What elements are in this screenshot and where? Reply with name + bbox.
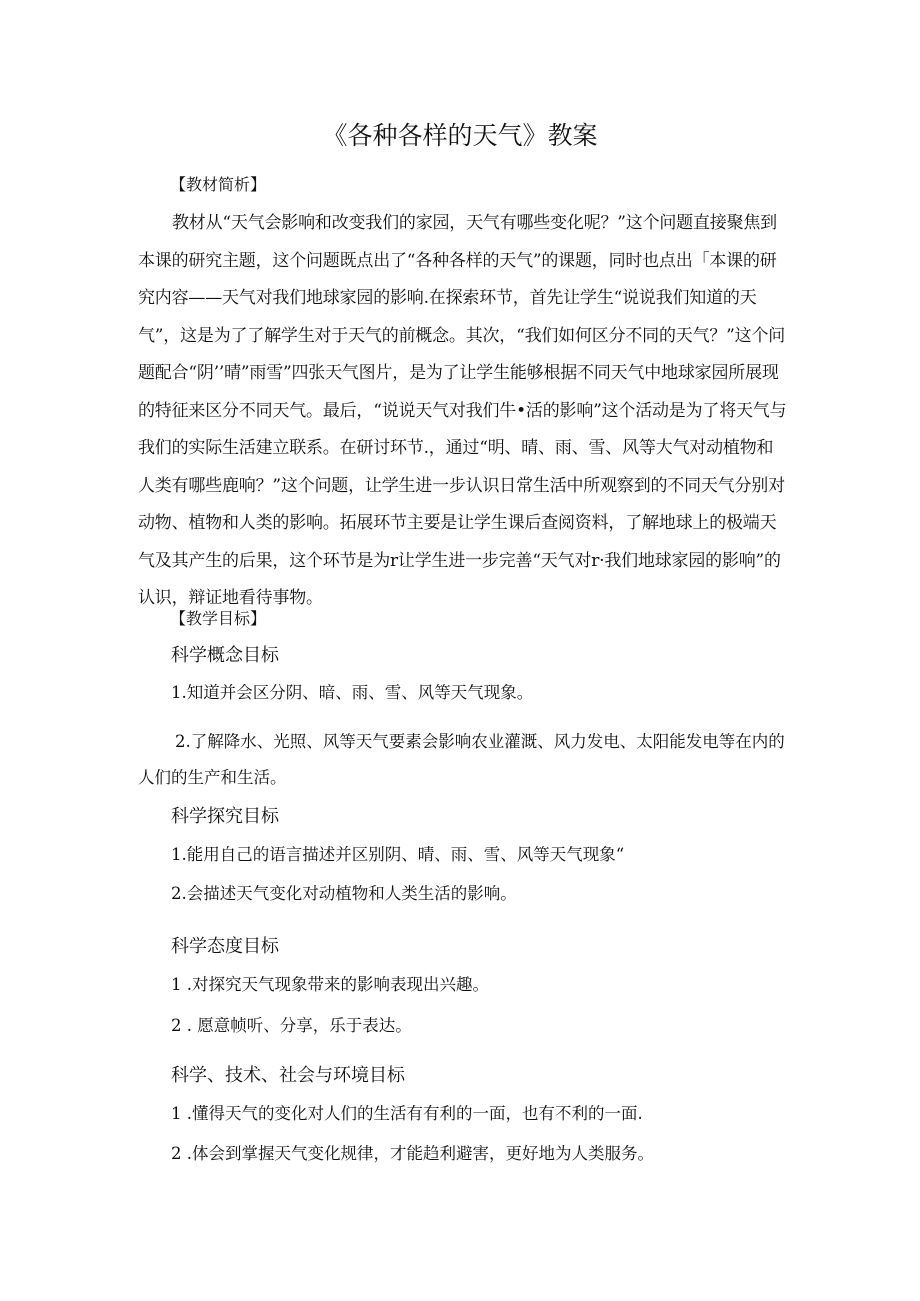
stse-goal-item-2: 2 .体会到掌握天气变化规律，才能趋利避害，更好地为人类服务。	[171, 1144, 654, 1163]
concept-goal-item-1: 1.知道并会区分阴、暗、雨、雪、风等天气现象。	[171, 683, 534, 702]
textbook-analysis-paragraph: 教材从“天气会影响和改变我们的家园，天气有哪些变化呢？”这个问题直接聚焦到本课的研究主题，这个问题既点出了“各种各样的天气”的课题，同时也点出「本课的研究内容——天气对我们地球家园的影响.在探索环节，首先让学生“说说我们知道的天气”，这是为了了解学生对于天气的前概念。其次，“我们如何区分不同的天气？”这个问题配合“阴’’晴”雨雪”四张天气图片，是为了让学生能够根据不同天气中地球家园所展现的特征来区分不同天气。最后，“说说天气对我们牛•活的影响”这个活动是为了将天气与我们的实际生活建立联系。在研讨环节.，通过“明、晴、雨、雪、风等大气对动植物和人类有哪些鹿响？”这个问题，让学生进一步认识日常生活中所观察到的不同天气分别对动物、植物和人类的影响。拓展环节主要是让学生课后查阅资料，了解地球上的极端天气及其产生的后果，这个环节是为r让学生进一步完善“天气对r·我们地球家园的影响”的认识，辩证地看待事物。	[138, 213, 787, 608]
document-title: 《各种各样的天气》教案	[322, 121, 598, 150]
concept-goal-item-2: 2.了解降水、光照、风等天气要素会影响农业灌溉、风力发电、太阳能发电等在内的人们的生产和生活。	[138, 732, 785, 787]
section-heading-textbook-analysis: 【教材简析】	[170, 175, 267, 194]
attitude-goal-item-1: 1 .对探究天气现象带来的影响表现出兴趣。	[171, 975, 489, 994]
attitude-goals-heading: 科学态度目标	[171, 936, 279, 957]
attitude-goal-item-2: 2 . 愿意帧听、分享，乐于表达。	[171, 1016, 412, 1035]
stse-goals-heading: 科学、技术、社会与环境目标	[171, 1065, 405, 1086]
concept-goals-heading: 科学概念目标	[171, 645, 279, 666]
inquiry-goal-item-1: 1.能用自己的语言描述并区别阴、晴、雨、雪、风等天气现象“	[171, 845, 625, 864]
inquiry-goal-item-2: 2.会描述天气变化对动植物和人类生活的影响。	[171, 884, 517, 903]
stse-goal-item-1: 1 .懂得天气的变化对人们的生活有有利的一面，也有不利的一面.	[171, 1104, 643, 1123]
section-heading-teaching-goals: 【教学目标】	[170, 609, 267, 628]
inquiry-goals-heading: 科学探究目标	[171, 806, 279, 827]
